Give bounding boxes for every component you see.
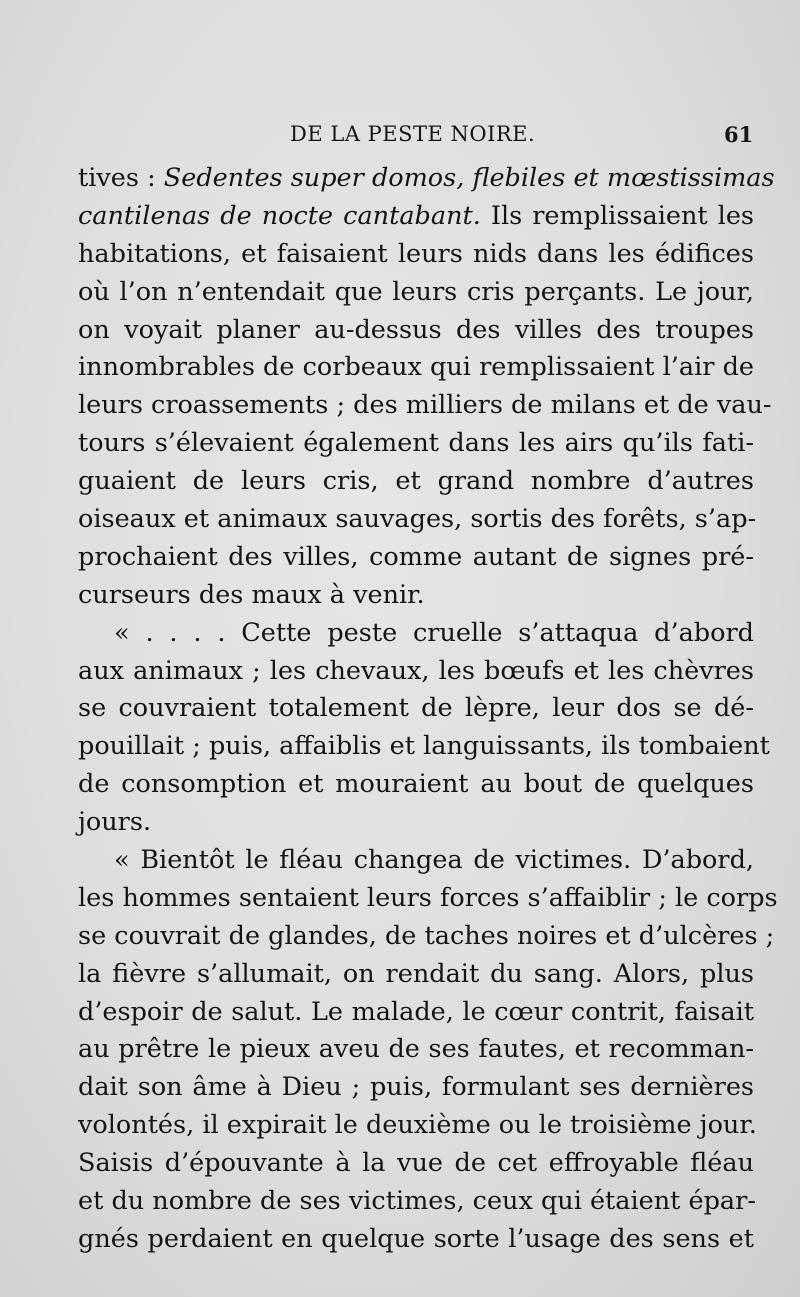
- text-line-11: prochaient des villes, comme autant de signes pré-: [78, 541, 754, 572]
- text-line-24: au prêtre le pieux aveu de ses fautes, et recomman-: [78, 1034, 754, 1065]
- text-line-20: les hommes sentaient leurs forces s’affaiblir ; le corps: [78, 882, 778, 913]
- text-line-23: d’espoir de salut. Le malade, le cœur contrit, faisait: [78, 996, 754, 1027]
- text-line-13: « . . . . Cette peste cruelle s’attaqua d’abord: [114, 617, 754, 648]
- text-line-8: tours s’élevaient également dans les airs qu’ils fati-: [78, 428, 754, 459]
- text-line-27: Saisis d’épouvante à la vue de cet effroyable fléau: [78, 1148, 754, 1179]
- text-line-28: et du nombre de ses victimes, ceux qui étaient épar-: [78, 1186, 756, 1217]
- text-line-18: jours.: [78, 807, 152, 838]
- text-line-25: dait son âme à Dieu ; puis, formulant ses dernières: [78, 1072, 754, 1103]
- text-line-4: où l’on n’entendait que leurs cris perçants. Le jour,: [78, 276, 754, 307]
- text-line-22: la fièvre s’allumait, on rendait du sang. Alors, plus: [78, 958, 754, 989]
- text-line-15: se couvraient totalement de lèpre, leur dos se dé-: [78, 693, 754, 724]
- text-line-26: volontés, il expirait le deuxième ou le troisième jour.: [78, 1110, 757, 1141]
- text-line-12: curseurs des maux à venir.: [78, 579, 425, 610]
- text-line-9: guaient de leurs cris, et grand nombre d’autres: [78, 466, 754, 497]
- latin-quote: Sedentes super domos, flebiles et mœstissimas: [163, 163, 775, 193]
- text-line-14: aux animaux ; les chevaux, les bœufs et les chèvres: [78, 655, 754, 686]
- text-line-19: « Bientôt le fléau changea de victimes. D’abord,: [114, 845, 754, 876]
- page-header: [0, 122, 800, 152]
- page-number: 61: [724, 122, 754, 147]
- text-line-16: pouillait ; puis, affaiblis et languissants, ils tombaient: [78, 731, 770, 762]
- text-line-6: innombrables de corbeaux qui remplissaient l’air de: [78, 352, 754, 383]
- running-title: DE LA PESTE NOIRE.: [290, 122, 536, 146]
- text-line-17: de consomption et mouraient au bout de quelques: [78, 769, 754, 800]
- latin-quote: cantilenas de nocte cantabant.: [78, 200, 481, 231]
- text-run: Ils remplissaient les: [480, 200, 754, 231]
- text-line-3: habitations, et faisaient leurs nids dans les édifices: [78, 238, 754, 269]
- body-text: [78, 160, 778, 1259]
- text-line-21: se couvrait de glandes, de taches noires et d’ulcères ;: [78, 920, 775, 951]
- text-line-2: [78, 198, 754, 236]
- text-line-7: leurs croassements ; des milliers de milans et de vau-: [78, 390, 772, 421]
- text-line-29: gnés perdaient en quelque sorte l’usage des sens et: [78, 1223, 754, 1254]
- text-run: tives :: [78, 163, 164, 193]
- text-line-1: [78, 160, 775, 198]
- text-line-5: on voyait planer au-dessus des villes des troupes: [78, 314, 754, 345]
- text-line-10: oiseaux et animaux sauvages, sortis des forêts, s’ap-: [78, 504, 757, 535]
